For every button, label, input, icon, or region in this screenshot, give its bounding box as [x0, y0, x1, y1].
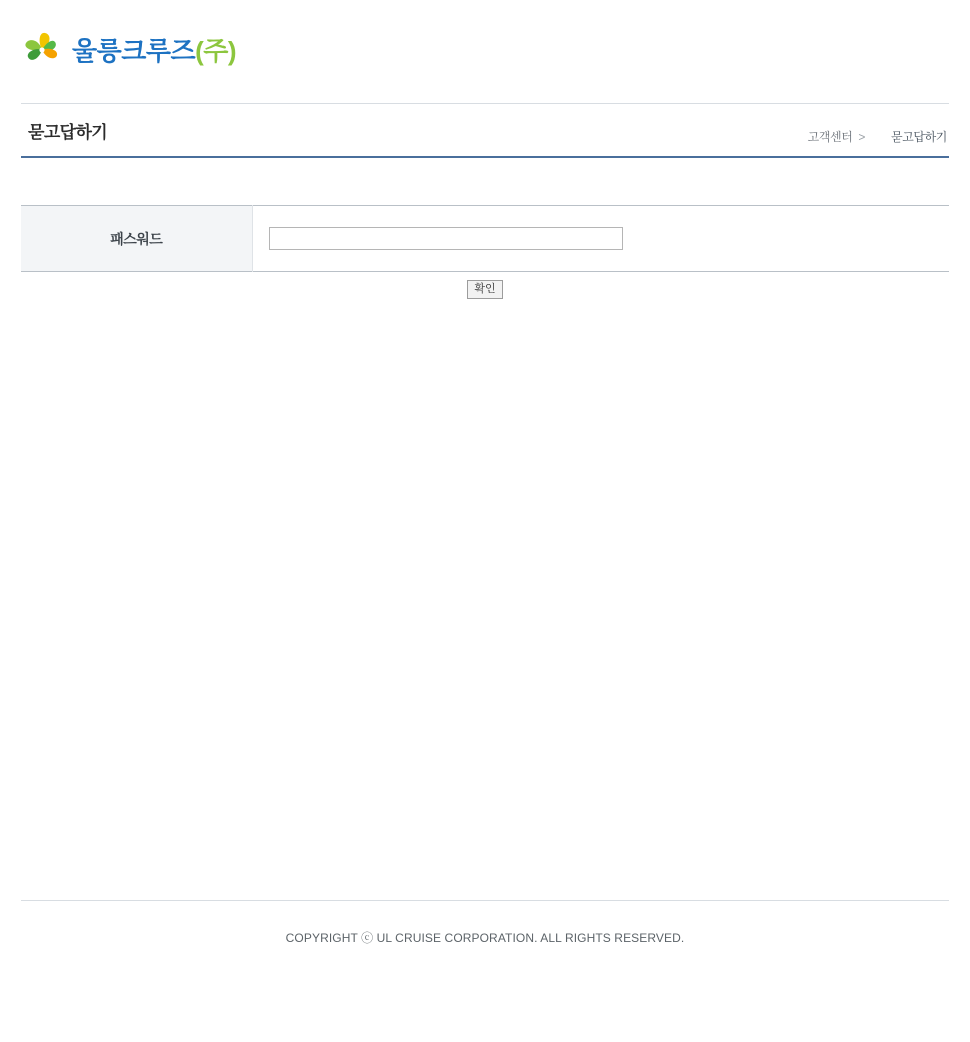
- page-title-bar: [21, 103, 949, 158]
- password-field-cell: [252, 206, 949, 272]
- site-logo-text-primary: 울릉크루즈: [72, 36, 196, 66]
- form-actions: [42, 280, 928, 299]
- breadcrumb-current: 묻고답하기: [891, 130, 947, 144]
- confirm-button[interactable]: 확인: [467, 280, 502, 299]
- site-logo-link[interactable]: [21, 30, 236, 72]
- site-header: [0, 0, 970, 103]
- password-form: [21, 158, 949, 299]
- password-table: [21, 205, 949, 272]
- site-footer: [21, 900, 949, 946]
- password-label: 패스워드: [21, 206, 252, 272]
- site-logo-text: [72, 38, 236, 64]
- breadcrumb-separator-icon: >: [858, 129, 866, 144]
- pinwheel-flower-logo-icon: [21, 30, 63, 72]
- breadcrumb: [808, 128, 947, 145]
- breadcrumb-parent[interactable]: 고객센터: [807, 130, 853, 144]
- table-row: [21, 206, 949, 272]
- copyright-text: COPYRIGHT ⓒ UL CRUISE CORPORATION. ALL RIGHTS RESERVED.: [285, 931, 685, 945]
- password-input[interactable]: [269, 227, 623, 250]
- site-logo-text-secondary: (주): [195, 36, 237, 66]
- page-title: 묻고답하기: [28, 122, 108, 142]
